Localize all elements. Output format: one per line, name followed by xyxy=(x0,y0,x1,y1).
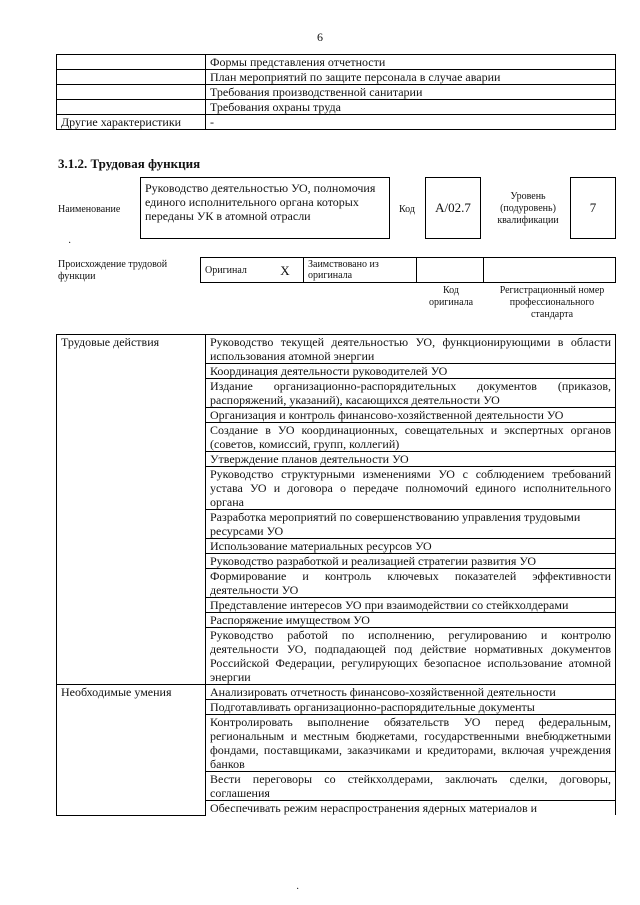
function-name-box: Руководство деятельностью УО, полномочия единого исполнительного органа которых переданы УК в атомной отрасли xyxy=(140,177,390,239)
skill-item: Обеспечивать режим нераспространения ядерных материалов и xyxy=(206,801,616,816)
level-value-box: 7 xyxy=(570,177,616,239)
labor-action-item: Организация и контроль финансово-хозяйственной деятельности УО xyxy=(206,408,616,423)
table-cell-value: Формы представления отчетности xyxy=(206,55,616,70)
labor-actions-label: Трудовые действия xyxy=(57,335,206,685)
skill-item: Контролировать выполнение обязательств УО перед федеральным, региональным и местным бюджетами, государственными внебюджетными фондами, поставщиками, заказчиками и кредиторами, включая учреждения банков xyxy=(206,715,616,772)
code-value-box: A/02.7 xyxy=(425,177,481,239)
original-label: Оригинал xyxy=(201,258,268,283)
main-function-table xyxy=(56,334,616,816)
table-cell-label xyxy=(57,100,206,115)
table-cell-label: Другие характеристики xyxy=(57,115,206,130)
skill-item: Подготавливать организационно-распорядительные документы xyxy=(206,700,616,715)
skills-label: Необходимые умения xyxy=(57,685,206,816)
table-cell-label xyxy=(57,85,206,100)
labor-action-item: Руководство текущей деятельностью УО, функционирующими в области использования атомной энергии xyxy=(206,335,616,364)
labor-action-item: Создание в УО координационных, совещательных и экспертных органов (советов, комиссий, групп, коллегий) xyxy=(206,423,616,452)
code-caption: Код оригинала xyxy=(428,285,474,308)
scan-dot: · xyxy=(296,884,300,895)
top-requirements-table xyxy=(56,54,616,130)
reg-number-cell xyxy=(484,258,616,283)
page-number: 6 xyxy=(317,30,323,44)
original-code-cell xyxy=(417,258,484,283)
original-mark: X xyxy=(267,258,304,283)
code-label: Код xyxy=(399,204,415,215)
labor-action-item: Координация деятельности руководителей УО xyxy=(206,364,616,379)
labor-action-item: Руководство структурными изменениями УО с соблюдением требований устава УО и договора о передаче полномочий единого исполнительного органа xyxy=(206,467,616,510)
labor-action-item: Распоряжение имуществом УО xyxy=(206,613,616,628)
labor-action-item: Утверждение планов деятельности УО xyxy=(206,452,616,467)
level-label: Уровень (подуровень) квалификации xyxy=(497,191,559,226)
labor-action-item: Формирование и контроль ключевых показателей эффективности деятельности УО xyxy=(206,569,616,598)
name-label: Наименование xyxy=(58,204,121,215)
table-cell-value: План мероприятий по защите персонала в случае аварии xyxy=(206,70,616,85)
table-cell-value: Требования охраны труда xyxy=(206,100,616,115)
origin-table xyxy=(200,257,616,283)
skill-item: Анализировать отчетность финансово-хозяйственной деятельности xyxy=(206,685,616,700)
table-cell-label xyxy=(57,55,206,70)
labor-action-item: Руководство работой по исполнению, регулированию и контролю деятельности УО, подпадающей под действие нормативных документов Российской Федерации, регулирующих безопасное использование атомной энергии xyxy=(206,628,616,685)
labor-action-item: Разработка мероприятий по совершенствованию управления трудовыми ресурсами УО xyxy=(206,510,616,539)
scan-dot: · xyxy=(68,238,72,249)
labor-action-item: Руководство разработкой и реализацией стратегии развития УО xyxy=(206,554,616,569)
table-cell-value: - xyxy=(206,115,616,130)
skill-item: Вести переговоры со стейкхолдерами, заключать сделки, договоры, соглашения xyxy=(206,772,616,801)
table-cell-value: Требования производственной санитарии xyxy=(206,85,616,100)
reg-caption: Регистрационный номер профессионального стандарта xyxy=(499,285,605,320)
borrowed-label: Заимствовано из оригинала xyxy=(304,258,417,283)
labor-action-item: Издание организационно-распорядительных документов (приказов, распоряжений, указаний), касающихся деятельности УО xyxy=(206,379,616,408)
section-title: 3.1.2. Трудовая функция xyxy=(58,156,201,171)
origin-label: Происхождение трудовой функции xyxy=(58,259,168,282)
labor-action-item: Использование материальных ресурсов УО xyxy=(206,539,616,554)
labor-action-item: Представление интересов УО при взаимодействии со стейкхолдерами xyxy=(206,598,616,613)
table-cell-label xyxy=(57,70,206,85)
